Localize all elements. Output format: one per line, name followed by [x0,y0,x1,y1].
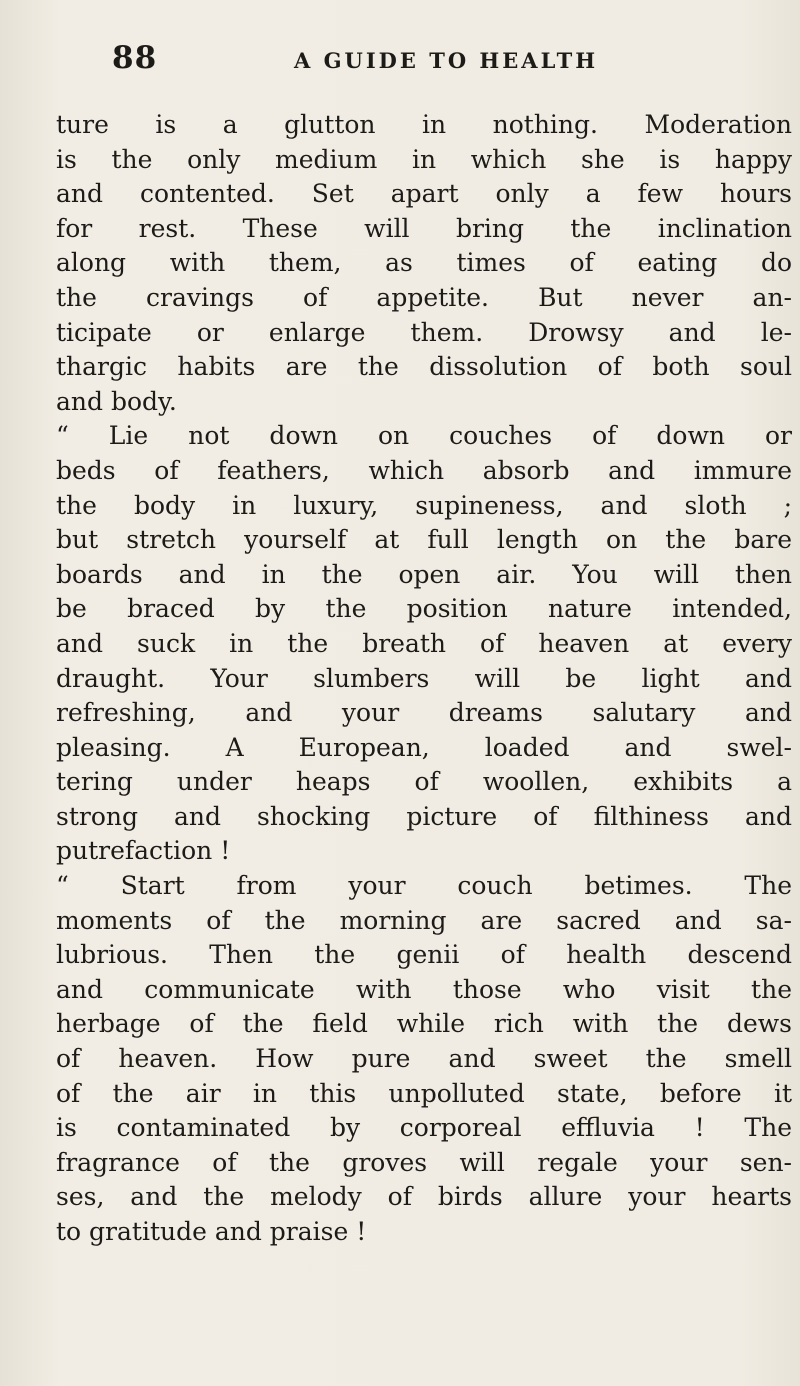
text-line: and suck in the breath of heaven at every [56,628,792,658]
text-line: of heaven. How pure and sweet the smell [56,1044,792,1074]
text-line: but stretch yourself at full length on the bare [56,525,792,555]
text-line: along with them, as times of eating do [56,248,792,278]
text-line: be braced by the position nature intended, [56,594,792,624]
text-line: and communicate with those who visit the [56,974,792,1004]
text-line: thargic habits are the dissolution of both soul [56,352,792,382]
text-line: is contaminated by corporeal effluvia ! The [56,1113,792,1143]
text-line: for rest. These will bring the inclination [56,213,792,243]
text-line: lubrious. Then the genii of health descend [56,940,792,970]
text-line: is the only medium in which she is happy [56,144,792,174]
text-line: ticipate or enlarge them. Drowsy and le- [56,317,792,347]
text-line: draught. Your slumbers will be light and [56,663,792,693]
text-line: fragrance of the groves will regale your sen- [56,1147,792,1177]
text-line: putrefaction ! [56,836,231,866]
text-line: the cravings of appetite. But never an- [56,282,792,312]
page-number: 88 [112,40,158,76]
text-line: and body. [56,386,177,416]
text-line: to gratitude and praise ! [56,1217,367,1246]
running-head [112,40,712,84]
text-line: boards and in the open air. You will then [56,559,792,589]
text-line: and contented. Set apart only a few hours [56,179,792,209]
text-line: ture is a glutton in nothing. Moderation [56,110,792,139]
text-line: the body in luxury, supineness, and sloth ; [56,490,792,520]
text-line: of the air in this unpolluted state, before it [56,1078,792,1108]
text-line: moments of the morning are sacred and sa- [56,905,792,935]
text-line: tering under heaps of woollen, exhibits a [56,767,792,797]
text-line: beds of feathers, which absorb and immure [56,455,792,485]
running-head-title: A GUIDE TO HEALTH [294,48,599,73]
body-text [56,108,792,1250]
text-line: herbage of the field while rich with the dews [56,1009,792,1039]
text-line: “ Start from your couch betimes. The [56,871,792,901]
text-line: strong and shocking picture of filthiness and [56,801,792,831]
text-line: refreshing, and your dreams salutary and [56,698,792,728]
text-line: ses, and the melody of birds allure your hearts [56,1182,792,1212]
text-line: “ Lie not down on couches of down or [56,421,792,451]
text-line: pleasing. A European, loaded and swel- [56,732,792,762]
